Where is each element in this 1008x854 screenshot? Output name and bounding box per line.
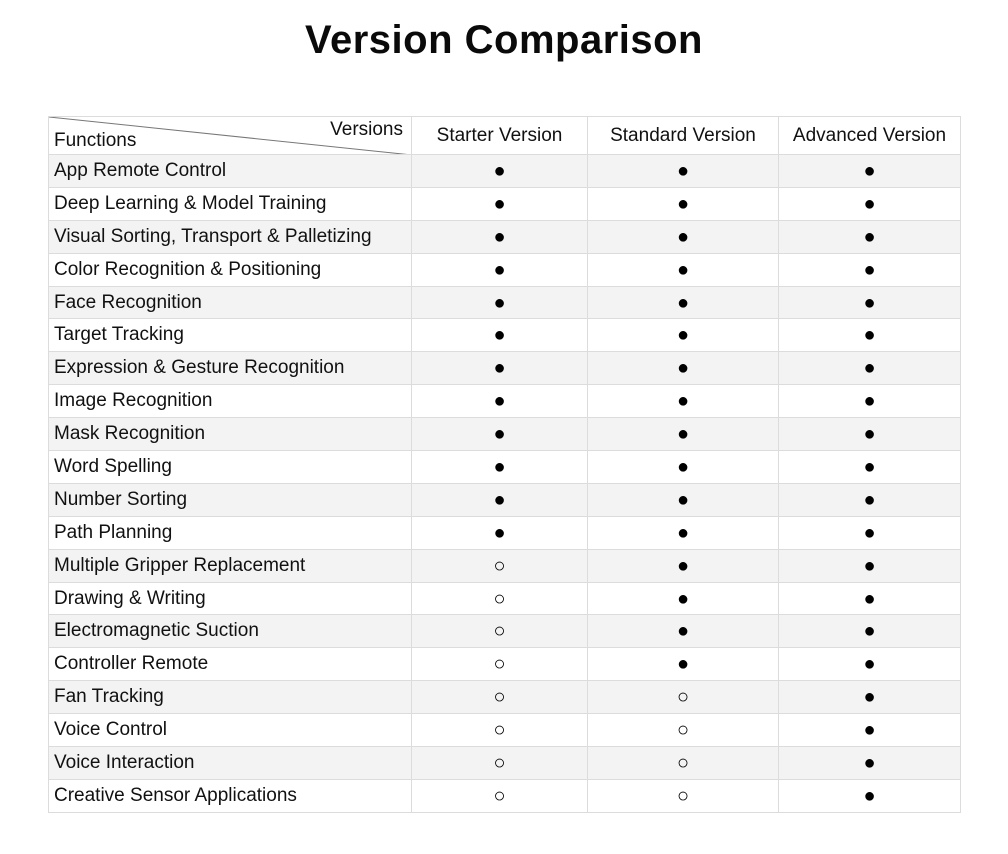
cell-starter (412, 615, 588, 647)
filled-circle-icon: ● (676, 192, 690, 215)
filled-circle-icon: ● (493, 324, 506, 347)
function-name-cell: Voice Control (49, 714, 412, 746)
empty-circle-icon: ○ (676, 784, 690, 807)
filled-circle-icon: ● (863, 521, 876, 544)
cell-starter (412, 517, 588, 549)
filled-circle-icon: ● (676, 423, 690, 446)
cell-standard (588, 418, 779, 450)
table-row (49, 747, 961, 780)
cell-advanced (779, 319, 961, 351)
table-row (49, 254, 961, 287)
cell-advanced (779, 780, 961, 812)
empty-circle-icon: ○ (493, 554, 506, 577)
function-name-cell: Image Recognition (49, 385, 412, 417)
cell-starter (412, 287, 588, 319)
filled-circle-icon: ● (676, 225, 690, 248)
cell-standard (588, 550, 779, 582)
filled-circle-icon: ● (863, 719, 876, 742)
function-name-cell: Multiple Gripper Replacement (49, 550, 412, 582)
empty-circle-icon: ○ (676, 751, 690, 774)
empty-circle-icon: ○ (493, 587, 506, 610)
filled-circle-icon: ● (863, 324, 876, 347)
cell-starter (412, 550, 588, 582)
function-name-cell: Deep Learning & Model Training (49, 188, 412, 220)
cell-standard (588, 188, 779, 220)
function-name-cell: Visual Sorting, Transport & Palletizing (49, 221, 412, 253)
cell-standard (588, 451, 779, 483)
table-row (49, 319, 961, 352)
cell-standard (588, 583, 779, 615)
table-row (49, 484, 961, 517)
function-name-cell: Creative Sensor Applications (49, 780, 412, 812)
function-name-cell: Mask Recognition (49, 418, 412, 450)
table-body (49, 155, 961, 813)
filled-circle-icon: ● (863, 587, 876, 610)
cell-starter (412, 352, 588, 384)
column-header-label: Advanced Version (792, 124, 947, 146)
function-name-cell: Word Spelling (49, 451, 412, 483)
cell-standard (588, 517, 779, 549)
filled-circle-icon: ● (493, 291, 506, 314)
filled-circle-icon: ● (493, 258, 506, 281)
cell-starter (412, 648, 588, 680)
filled-circle-icon: ● (676, 521, 690, 544)
cell-advanced (779, 517, 961, 549)
filled-circle-icon: ● (863, 390, 876, 413)
filled-circle-icon: ● (676, 258, 690, 281)
function-name-cell: Drawing & Writing (49, 583, 412, 615)
empty-circle-icon: ○ (493, 719, 506, 742)
empty-circle-icon: ○ (493, 784, 506, 807)
cell-standard (588, 287, 779, 319)
filled-circle-icon: ● (863, 751, 876, 774)
filled-circle-icon: ● (493, 390, 506, 413)
table-row (49, 188, 961, 221)
cell-starter (412, 418, 588, 450)
table-row (49, 155, 961, 188)
cell-starter (412, 385, 588, 417)
cell-advanced (779, 221, 961, 253)
cell-advanced (779, 615, 961, 647)
empty-circle-icon: ○ (493, 620, 506, 643)
cell-standard (588, 319, 779, 351)
table-row (49, 352, 961, 385)
table-row (49, 221, 961, 254)
cell-starter (412, 155, 588, 187)
comparison-table (48, 116, 961, 813)
filled-circle-icon: ● (676, 587, 690, 610)
filled-circle-icon: ● (863, 159, 876, 182)
filled-circle-icon: ● (493, 159, 506, 182)
cell-standard (588, 681, 779, 713)
cell-standard (588, 155, 779, 187)
cell-advanced (779, 583, 961, 615)
cell-starter (412, 319, 588, 351)
filled-circle-icon: ● (493, 192, 506, 215)
cell-starter (412, 188, 588, 220)
cell-starter (412, 254, 588, 286)
cell-advanced (779, 418, 961, 450)
cell-advanced (779, 681, 961, 713)
table-row (49, 615, 961, 648)
cell-advanced (779, 550, 961, 582)
function-name-cell: Color Recognition & Positioning (49, 254, 412, 286)
filled-circle-icon: ● (863, 686, 876, 709)
filled-circle-icon: ● (676, 159, 690, 182)
filled-circle-icon: ● (676, 554, 690, 577)
empty-circle-icon: ○ (493, 653, 506, 676)
filled-circle-icon: ● (676, 390, 690, 413)
column-header-label: Starter Version (436, 124, 563, 146)
cell-standard (588, 615, 779, 647)
cell-starter (412, 714, 588, 746)
filled-circle-icon: ● (863, 291, 876, 314)
filled-circle-icon: ● (863, 225, 876, 248)
cell-starter (412, 221, 588, 253)
table-row (49, 550, 961, 583)
cell-advanced (779, 188, 961, 220)
function-name-cell: Expression & Gesture Recognition (49, 352, 412, 384)
table-row (49, 780, 961, 813)
cell-starter (412, 484, 588, 516)
cell-advanced (779, 484, 961, 516)
table-row (49, 418, 961, 451)
function-name-cell: Voice Interaction (49, 747, 412, 779)
filled-circle-icon: ● (676, 324, 690, 347)
cell-advanced (779, 747, 961, 779)
function-name-cell: Number Sorting (49, 484, 412, 516)
cell-advanced (779, 254, 961, 286)
cell-standard (588, 648, 779, 680)
filled-circle-icon: ● (676, 488, 690, 511)
table-row (49, 583, 961, 616)
filled-circle-icon: ● (863, 653, 876, 676)
filled-circle-icon: ● (493, 455, 506, 478)
cell-advanced (779, 451, 961, 483)
cell-starter (412, 681, 588, 713)
cell-standard (588, 484, 779, 516)
empty-circle-icon: ○ (676, 719, 690, 742)
table-row (49, 648, 961, 681)
filled-circle-icon: ● (863, 488, 876, 511)
cell-starter (412, 583, 588, 615)
versions-label: Versions (330, 119, 403, 140)
function-name-cell: Electromagnetic Suction (49, 615, 412, 647)
filled-circle-icon: ● (493, 488, 506, 511)
filled-circle-icon: ● (676, 357, 690, 380)
table-row (49, 714, 961, 747)
filled-circle-icon: ● (493, 521, 506, 544)
cell-standard (588, 352, 779, 384)
function-name-cell: Path Planning (49, 517, 412, 549)
cell-standard (588, 747, 779, 779)
filled-circle-icon: ● (863, 455, 876, 478)
table-row (49, 385, 961, 418)
empty-circle-icon: ○ (676, 686, 690, 709)
filled-circle-icon: ● (863, 192, 876, 215)
filled-circle-icon: ● (863, 357, 876, 380)
filled-circle-icon: ● (676, 620, 690, 643)
table-header-row (49, 117, 961, 155)
table-row (49, 681, 961, 714)
column-header-starter (412, 117, 588, 154)
cell-standard (588, 780, 779, 812)
filled-circle-icon: ● (493, 423, 506, 446)
column-header-label: Standard Version (610, 124, 756, 146)
filled-circle-icon: ● (493, 225, 506, 248)
function-name-cell: Target Tracking (49, 319, 412, 351)
cell-advanced (779, 648, 961, 680)
cell-standard (588, 385, 779, 417)
table-row (49, 451, 961, 484)
cell-starter (412, 747, 588, 779)
table-row (49, 517, 961, 550)
filled-circle-icon: ● (676, 653, 690, 676)
function-name-cell: Face Recognition (49, 287, 412, 319)
filled-circle-icon: ● (863, 620, 876, 643)
cell-starter (412, 451, 588, 483)
filled-circle-icon: ● (863, 784, 876, 807)
filled-circle-icon: ● (863, 423, 876, 446)
cell-advanced (779, 714, 961, 746)
corner-header-cell (49, 117, 412, 154)
cell-standard (588, 714, 779, 746)
column-header-advanced (779, 117, 961, 154)
empty-circle-icon: ○ (493, 751, 506, 774)
cell-advanced (779, 352, 961, 384)
functions-label: Functions (54, 130, 137, 151)
cell-advanced (779, 385, 961, 417)
column-header-standard (588, 117, 779, 154)
filled-circle-icon: ● (676, 291, 690, 314)
cell-advanced (779, 155, 961, 187)
cell-starter (412, 780, 588, 812)
function-name-cell: Fan Tracking (49, 681, 412, 713)
cell-advanced (779, 287, 961, 319)
filled-circle-icon: ● (676, 455, 690, 478)
cell-standard (588, 221, 779, 253)
empty-circle-icon: ○ (493, 686, 506, 709)
filled-circle-icon: ● (493, 357, 506, 380)
filled-circle-icon: ● (863, 258, 876, 281)
page-title: Version Comparison (305, 18, 703, 62)
cell-standard (588, 254, 779, 286)
filled-circle-icon: ● (863, 554, 876, 577)
function-name-cell: Controller Remote (49, 648, 412, 680)
table-row (49, 287, 961, 320)
function-name-cell: App Remote Control (49, 155, 412, 187)
